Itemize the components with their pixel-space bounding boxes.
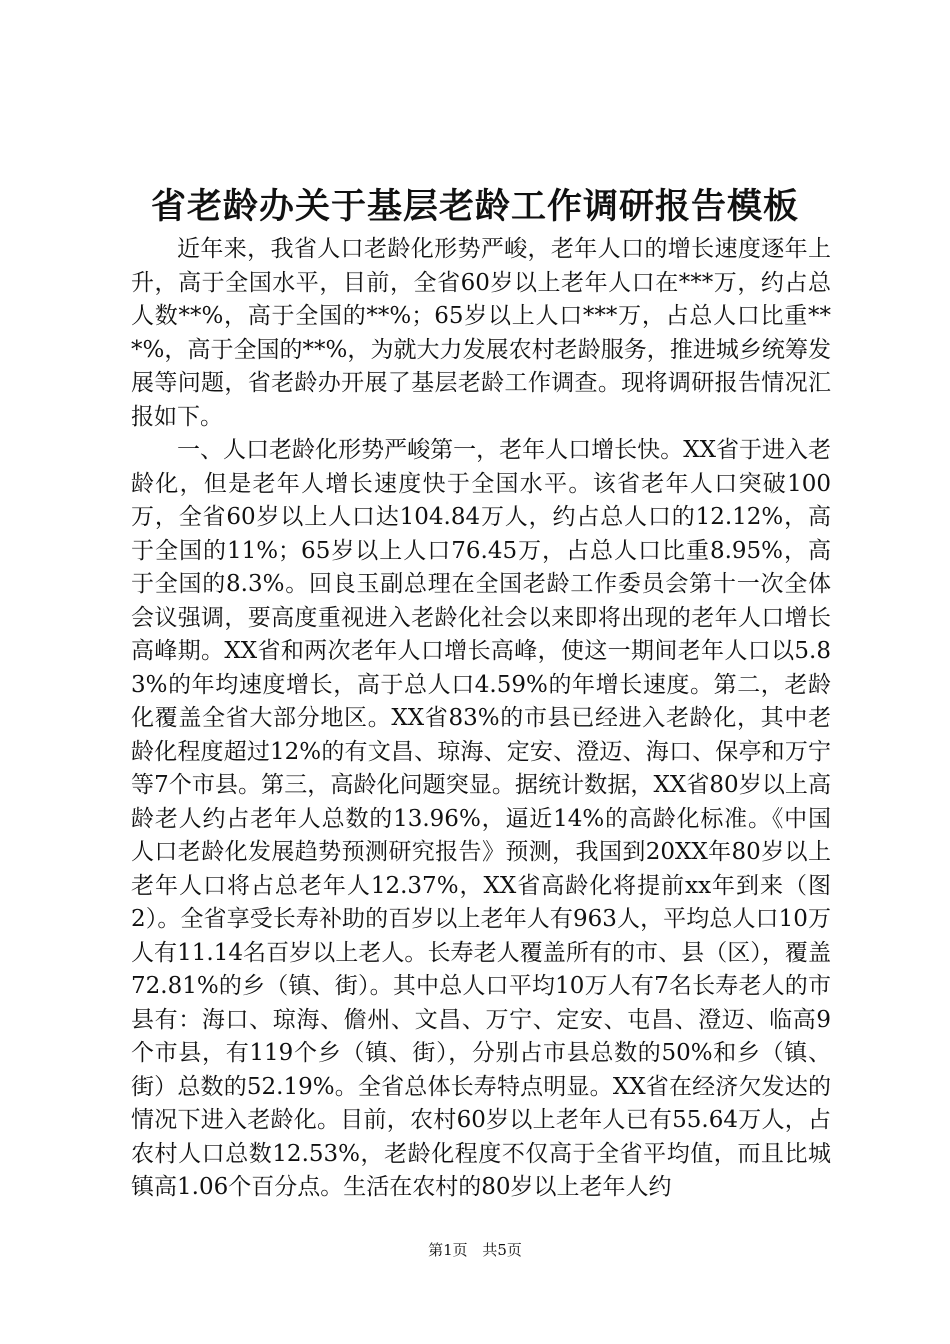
page-footer — [0, 1239, 950, 1261]
intro-paragraph: 近年来，我省人口老龄化形势严峻，老年人口的增长速度逐年上升，高于全国水平，目前，全省60岁以上老年人口在***万，约占总人数**%，高于全国的**%；65岁以上人口***万，占总人口比重***%，高于全国的**%，为就大力发展农村老龄服务，推进城乡统筹发展等问题，省老龄办开展了基层老龄工作调查。现将调研报告情况汇报如下。 — [131, 236, 831, 430]
page-number: 第1页 — [428, 1241, 468, 1259]
document-title: 省老龄办关于基层老龄工作调研报告模板 — [150, 186, 799, 227]
page-total: 共5页 — [482, 1241, 522, 1259]
section-one-paragraph: 一、人口老龄化形势严峻第一，老年人口增长快。XX省于进入老龄化，但是老年人增长速度快于全国水平。该省老年人口突破100万，全省60岁以上人口达104.84万人，约占总人口的12.12%，高于全国的11%；65岁以上人口76.45万，占总人口比重8.95%，高于全国的8.3%。回良玉副总理在全国老龄工作委员会第十一次全体会议强调，要高度重视进入老龄化社会以来即将出现的老年人口增长高峰期。XX省和两次老年人口增长高峰，使这一期间老年人口以5.83%的年均速度增长，高于总人口4.59%的年增长速度。第二，老龄化覆盖全省大部分地区。XX省83%的市县已经进入老龄化，其中老龄化程度超过12%的有文昌、琼海、定安、澄迈、海口、保亭和万宁等7个市县。第三，高龄化问题突显。据统计数据，XX省80岁以上高龄老人约占老年人总数的13.96%，逼近14%的高龄化标准。《中国人口老龄化发展趋势预测研究报告》预测，我国到20XX年80岁以上老年人口将占总老年人12.37%，XX省高龄化将提前xx年到来（图2）。全省享受长寿补助的百岁以上老年人有963人，平均总人口10万人有11.14名百岁以上老人。长寿老人覆盖所有的市、县（区），覆盖72.81%的乡（镇、街）。其中总人口平均10万人有7名长寿老人的市县有：海口、琼海、儋州、文昌、万宁、定安、屯昌、澄迈、临高9个市县，有119个乡（镇、街），分别占市县总数的50%和乡（镇、街）总数的52.19%。全省总体长寿特点明显。XX省在经济欠发达的情况下进入老龄化。目前，农村60岁以上老年人已有55.64万人，占农村人口总数12.53%，老龄化程度不仅高于全省平均值，而且比城镇高1.06个百分点。生活在农村的80岁以上老年人约 — [131, 437, 831, 1200]
document-body — [131, 233, 831, 1205]
